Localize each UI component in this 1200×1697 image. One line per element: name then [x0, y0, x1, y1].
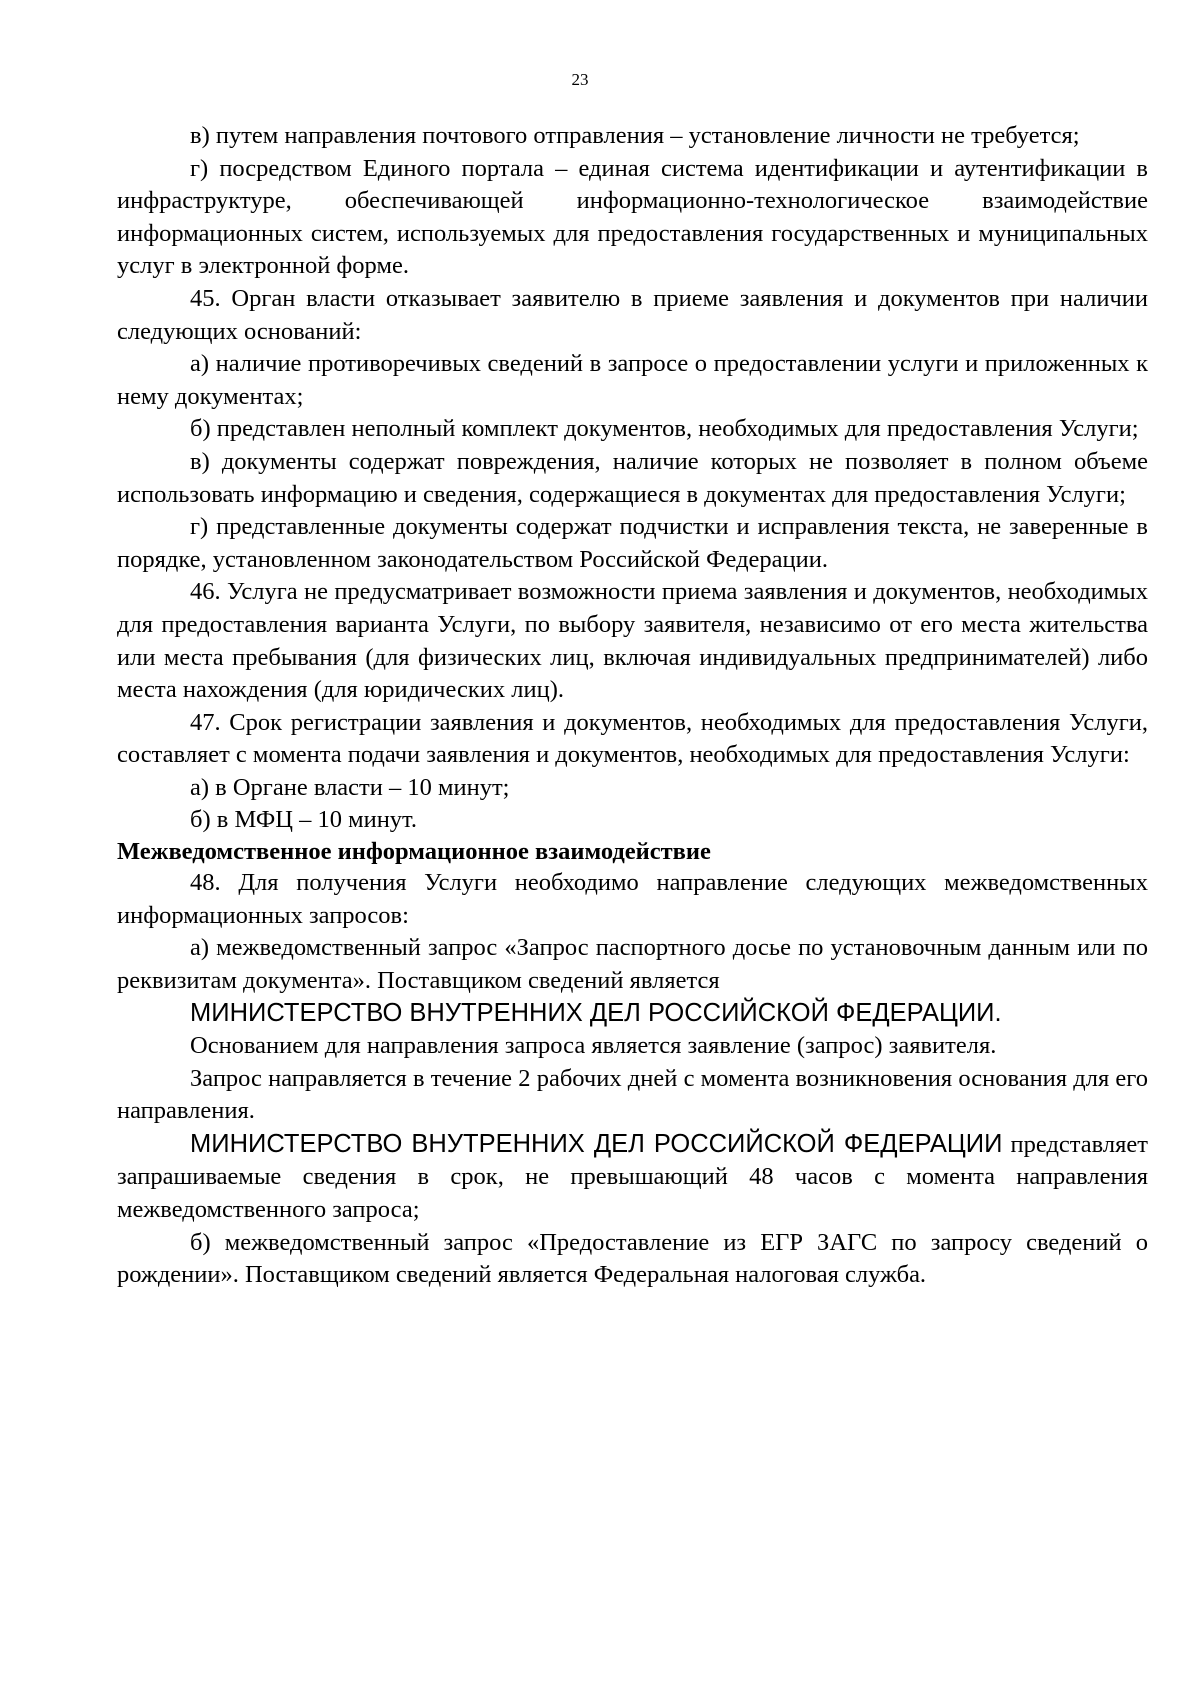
paragraph-45a: а) наличие противоречивых сведений в запросе о предоставлении услуги и приложенных к нему документах; — [117, 350, 1148, 410]
paragraph-45: 45. Орган власти отказывает заявителю в приеме заявления и документов при наличии следующих оснований: — [117, 284, 1148, 345]
paragraph-48: 48. Для получения Услуги необходимо направление следующих межведомственных информационных запросов: — [117, 869, 1148, 929]
document-body — [117, 120, 1148, 1292]
paragraph-48a: а) межведомственный запрос «Запрос паспортного досье по установочным данным или по реквизитам документа». Поставщиком сведений является — [117, 934, 1148, 994]
paragraph-request-term: Запрос направляется в течение 2 рабочих дней с момента возникновения основания для его направления. — [117, 1064, 1148, 1125]
paragraph-47: 47. Срок регистрации заявления и документов, необходимых для предоставления Услуги, составляет с момента подачи заявления и документов, необходимых для предоставления Услуги: — [117, 708, 1148, 769]
paragraph-basis: Основанием для направления запроса является заявление (запрос) заявителя. — [190, 1032, 997, 1060]
paragraph-delivery-portal: г) посредством Единого портала – единая система идентификации и аутентификации в инфраструктуре, обеспечивающей информационно-технологическое взаимодействие информационных систем, используемых для предоставления государственных и муниципальных услуг в электронной форме. — [117, 154, 1148, 280]
paragraph-47a: а) в Органе власти – 10 минут; — [190, 773, 510, 801]
section-heading: Межведомственное информационное взаимодействие — [117, 838, 711, 866]
paragraph-45v: в) документы содержат повреждения, наличие которых не позволяет в полном объеме использовать информацию и сведения, содержащиеся в документах для предоставления Услуги; — [117, 447, 1148, 508]
paragraph-47b: б) в МФЦ – 10 минут. — [190, 806, 418, 834]
mvd-response-text: представляет запрашиваемые сведения в срок, не превышающий 48 часов с момента направления межведомственного запроса; — [117, 1130, 1148, 1223]
mvd-org-name: МИНИСТЕРСТВО ВНУТРЕННИХ ДЕЛ РОССИЙСКОЙ ФЕДЕРАЦИИ — [190, 1129, 1003, 1158]
paragraph-mvd-response — [117, 1128, 1148, 1227]
paragraph-46: 46. Услуга не предусматривает возможности приема заявления и документов, необходимых для предоставления варианта Услуги, по выбору заявителя, независимо от его места жительства или места пребывания (для физических лиц, включая индивидуальных предпринимателей) либо места нахождения (для юридических лиц). — [117, 578, 1148, 704]
paragraph-48a-org: МИНИСТЕРСТВО ВНУТРЕННИХ ДЕЛ РОССИЙСКОЙ ФЕДЕРАЦИИ. — [190, 999, 1002, 1028]
paragraph-45g: г) представленные документы содержат подчистки и исправления текста, не заверенные в порядке, установленном законодательством Российской Федерации. — [117, 513, 1148, 573]
paragraph-48b: б) межведомственный запрос «Предоставление из ЕГР ЗАГС по запросу сведений о рождении». Поставщиком сведений является Федеральная налоговая служба. — [117, 1228, 1148, 1289]
page-number: 23 — [571, 70, 589, 89]
paragraph-45b: б) представлен неполный комплект документов, необходимых для предоставления Услуги; — [190, 415, 1139, 443]
paragraph-delivery-mail: в) путем направления почтового отправления – установление личности не требуется; — [190, 122, 1080, 149]
